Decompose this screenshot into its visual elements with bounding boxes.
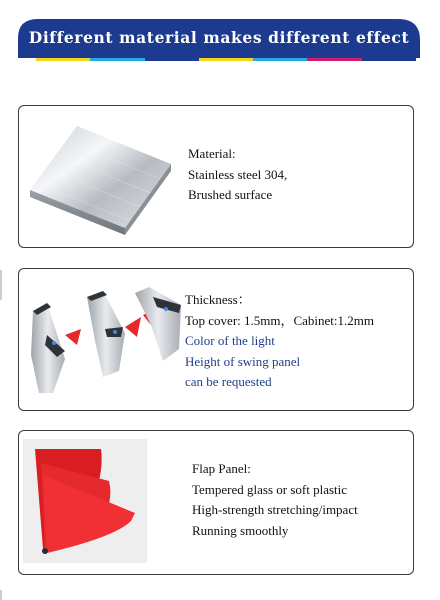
material-surface: Brushed surface (188, 187, 273, 203)
flap-panel-image (23, 439, 147, 563)
material-card (18, 105, 414, 248)
flap-strength: High-strength stretching/impact (192, 502, 358, 518)
steel-plate-image (25, 118, 175, 238)
custom-request-note: can be requested (185, 374, 272, 390)
material-grade: Stainless steel 304, (188, 166, 288, 182)
thickness-card (18, 268, 414, 411)
thickness-values: Top cover: 1.5mm，Cabinet:1.2mm (185, 312, 375, 328)
flap-heading: Flap Panel: (192, 461, 251, 476)
left-edge-mark (0, 270, 2, 300)
flap-panel-description (192, 459, 358, 541)
header-banner (18, 18, 420, 58)
left-edge-mark (0, 590, 2, 600)
turnstile-image (25, 285, 183, 403)
light-color-note: Color of the light (185, 333, 275, 349)
thickness-description (185, 290, 374, 393)
banner-title: Different material makes different effect (28, 28, 410, 47)
flap-material: Tempered glass or soft plastic (192, 481, 348, 497)
material-heading: Material: (188, 146, 236, 161)
flap-operation: Running smoothly (192, 522, 289, 538)
thickness-heading: Thickness： (185, 292, 251, 307)
flap-panel-card (18, 430, 414, 575)
color-stripe (36, 58, 416, 61)
material-description (188, 144, 287, 206)
panel-height-note: Height of swing panel (185, 353, 301, 369)
